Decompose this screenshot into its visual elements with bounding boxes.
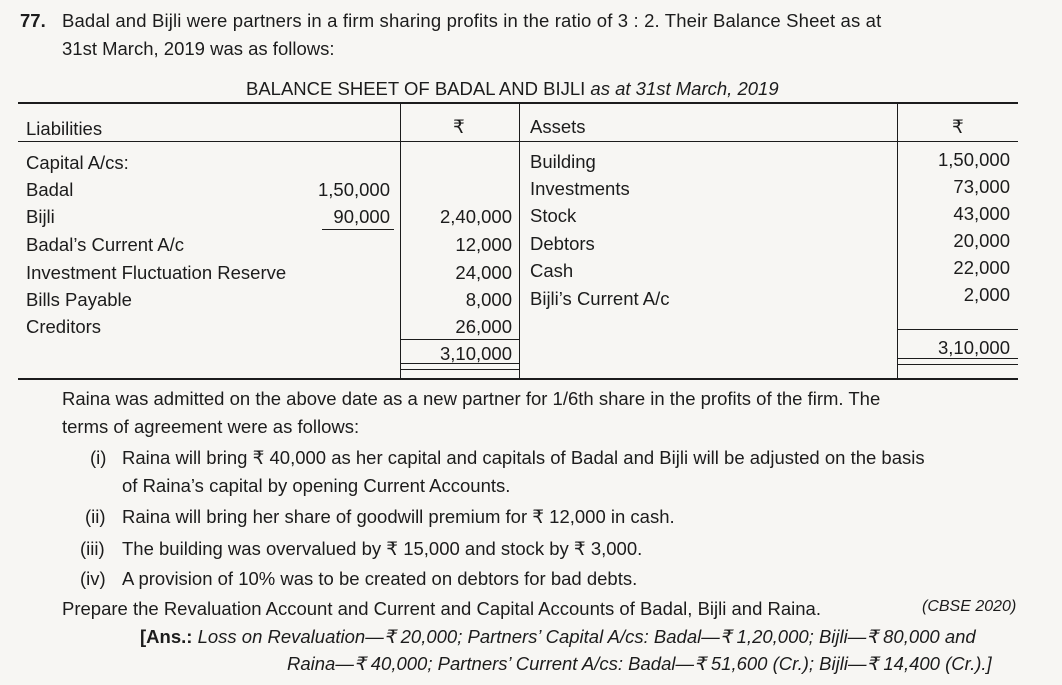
prepare-instruction: Prepare the Revaluation Account and Current and Capital Accounts of Badal, Bijli and Raina. — [62, 598, 821, 619]
term-number: (i) — [90, 447, 107, 468]
source-citation: (CBSE 2020) — [922, 598, 1017, 615]
liability-label: Badal’s Current A/c — [26, 234, 185, 255]
term-text-line1: The building was overvalued by ₹ 15,000 and stock by ₹ 3,000. — [122, 538, 643, 559]
term-text-line1: A provision of 10% was to be created on debtors for bad debts. — [122, 568, 638, 589]
liability-label: Badal — [26, 179, 74, 200]
admission-paragraph-line2: terms of agreement were as follows: — [62, 416, 360, 437]
answer-line1 — [140, 626, 976, 648]
term-text-line1: Raina will bring her share of goodwill premium for ₹ 12,000 in cash. — [122, 506, 675, 527]
liability-label: Capital A/cs: — [26, 152, 129, 173]
asset-total: 3,10,000 — [937, 337, 1010, 358]
liability-amount: 24,000 — [455, 262, 512, 283]
asset-total-top-rule — [898, 329, 1018, 330]
liability-total-double-rule — [401, 369, 519, 370]
question-text-line2: 31st March, 2019 was as follows: — [62, 38, 335, 59]
liability-amount: 2,40,000 — [439, 206, 512, 227]
header-rupee-liabilities: ₹ — [453, 116, 465, 137]
table-bottom-rule — [18, 378, 1018, 380]
balance-sheet-title-date: as at 31st March, 2019 — [590, 78, 779, 99]
answer-label: [Ans.: — [140, 626, 193, 647]
liability-label: Investment Fluctuation Reserve — [26, 262, 287, 283]
col-divider-3 — [897, 102, 898, 378]
term-text-line2: of Raina’s capital by opening Current Accounts. — [122, 475, 511, 496]
balance-sheet-title — [246, 78, 779, 100]
liability-amount: 26,000 — [455, 316, 512, 337]
admission-paragraph-line1: Raina was admitted on the above date as a new partner for 1/6th share in the profits of the firm. The — [62, 388, 881, 409]
liability-amount: 12,000 — [455, 234, 512, 255]
asset-total-double-rule — [898, 364, 1018, 365]
header-liabilities: Liabilities — [26, 118, 103, 139]
table-top-rule — [18, 102, 1018, 104]
header-rupee-assets: ₹ — [952, 116, 964, 137]
capital-subtotal-rule — [322, 229, 394, 230]
asset-amount: 1,50,000 — [937, 149, 1010, 170]
term-number: (ii) — [85, 506, 106, 527]
term-number: (iv) — [80, 568, 106, 589]
asset-label: Stock — [530, 205, 577, 226]
table-header-rule — [18, 141, 1018, 142]
liability-total: 3,10,000 — [439, 343, 512, 364]
liability-amount: 8,000 — [465, 289, 512, 310]
asset-amount: 73,000 — [953, 176, 1010, 197]
question-text-line1: Badal and Bijli were partners in a firm sharing profits in the ratio of 3 : 2. Their Balance Sheet as at — [62, 10, 882, 31]
question-number: 77. — [20, 10, 46, 31]
asset-amount: 22,000 — [953, 257, 1010, 278]
liability-total-top-rule — [401, 339, 519, 340]
capital-inner-amount: 90,000 — [333, 206, 390, 227]
capital-inner-amount: 1,50,000 — [317, 179, 390, 200]
answer-text-line2: Raina—₹ 40,000; Partners’ Current A/cs: Badal—₹ 51,600 (Cr.); Bijli—₹ 14,400 (Cr.).] — [287, 653, 992, 674]
asset-label: Debtors — [530, 233, 595, 254]
asset-amount: 43,000 — [953, 203, 1010, 224]
asset-label: Bijli’s Current A/c — [530, 288, 670, 309]
asset-amount: 2,000 — [963, 284, 1010, 305]
balance-sheet-title-main: BALANCE SHEET OF BADAL AND BIJLI — [246, 78, 586, 99]
term-number: (iii) — [80, 538, 105, 559]
liability-label: Creditors — [26, 316, 102, 337]
asset-label: Cash — [530, 260, 574, 281]
header-assets: Assets — [530, 116, 586, 137]
col-divider-1 — [400, 102, 401, 378]
asset-amount: 20,000 — [953, 230, 1010, 251]
asset-label: Investments — [530, 178, 630, 199]
asset-label: Building — [530, 151, 596, 172]
liability-label: Bills Payable — [26, 289, 132, 310]
answer-text-line1: Loss on Revaluation—₹ 20,000; Partners’ Capital A/cs: Badal—₹ 1,20,000; Bijli—₹ 80,000 and — [197, 626, 976, 647]
col-divider-2 — [519, 102, 520, 378]
liability-label: Bijli — [26, 206, 55, 227]
term-text-line1: Raina will bring ₹ 40,000 as her capital and capitals of Badal and Bijli will be adjusted on the basis — [122, 447, 925, 468]
